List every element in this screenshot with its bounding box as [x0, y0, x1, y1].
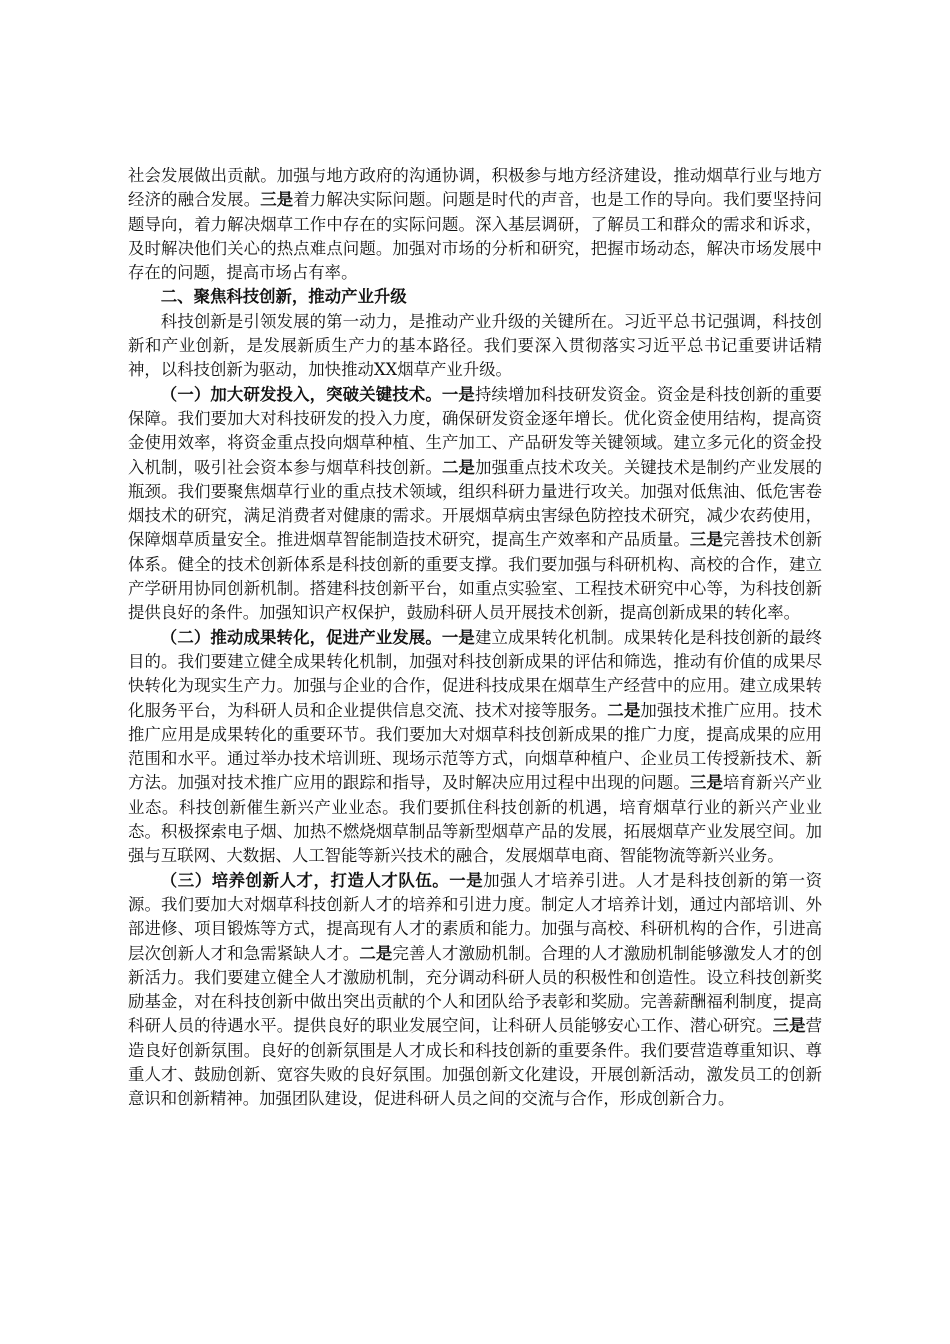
subsection-1-marker-3: 三是: [689, 530, 723, 550]
subsection-3-title: （三）培养创新人才，打造人才队伍。: [160, 870, 450, 890]
subsection-2-text-2: 加强技术推广应用。技术推广应用是成果转化的重要环节。我们要加大对烟草科技创新成果的推广力度，提高成果的应用范围和水平。通过举办技术培训班、现场示范等方式，向烟草种植户、企业员工传授新技术、新方法。加强对技术推广应用的跟踪和指导，及时解决应用过程中出现的问题。: [128, 700, 823, 793]
subsection-1-text-3: 完善技术创新体系。健全的技术创新体系是科技创新的重要支撑。我们要加强与科研机构、高校的合作，建立产学研用协同创新机制。搭建科技创新平台，如重点实验室、工程技术研究中心等，为科技创新提供良好的条件。加强知识产权保护，鼓励科研人员开展技术创新，提高创新成果的转化率。: [128, 530, 823, 623]
subsection-3-marker-3: 三是: [772, 1016, 806, 1036]
subsection-2-marker-2: 二是: [607, 700, 641, 720]
subsection-1-marker-2: 二是: [442, 457, 476, 477]
subsection-1-marker-1: 一是: [441, 384, 475, 404]
subsection-3-text-2: 完善人才激励机制。合理的人才激励机制能够激发人才的创新活力。我们要建立健全人才激励机制，充分调动科研人员的积极性和创造性。设立科技创新奖励基金，对在科技创新中做出突出贡献的个人和团队给予表彰和奖励。完善薪酬福利制度，提高科研人员的待遇水平。提供良好的职业发展空间，让科研人员能够安心工作、潜心研究。: [128, 943, 823, 1036]
subsection-1-text-1: 持续增加科技研发资金。资金是科技创新的重要保障。我们要加大对科技研发的投入力度，确保研发资金逐年增长。优化资金使用结构，提高资金使用效率，将资金重点投向烟草种植、生产加工、产品研发等关键领域。建立多元化的资金投入机制，吸引社会资本参与烟草科技创新。: [128, 384, 823, 477]
subsection-2-title: （二）推动成果转化，促进产业发展。: [160, 627, 442, 647]
subsection-2-text-1: 建立成果转化机制。成果转化是科技创新的最终目的。我们要建立健全成果转化机制，加强对科技创新成果的评估和筛选，推动有价值的成果尽快转化为现实生产力。加强与企业的合作，促进科技成果在烟草生产经营中的应用。建立成果转化服务平台，为科研人员和企业提供信息交流、技术对接等服务。: [128, 627, 823, 720]
subsection-2-text-3: 培育新兴产业业态。科技创新催生新兴产业业态。我们要抓住科技创新的机遇，培育烟草行业的新兴产业业态。积极探索电子烟、加热不燃烧烟草制品等新型烟草产品的发展，拓展烟草产业发展空间。加强与互联网、大数据、人工智能等新兴技术的融合，发展烟草电商、智能物流等新兴业务。: [128, 773, 823, 866]
continuation-text-b: 着力解决实际问题。问题是时代的声音，也是工作的导向。我们要坚持问题导向，着力解决烟草工作中存在的实际问题。深入基层调研，了解员工和群众的需求和诉求，及时解决他们关心的热点难点问题。加强对市场的分析和研究，把握市场动态，解决市场发展中存在的问题，提高市场占有率。: [128, 190, 823, 283]
subsection-1-paragraph: [128, 383, 822, 626]
subsection-3-marker-1: 一是: [449, 870, 484, 890]
section-intro-paragraph: 科技创新是引领发展的第一动力，是推动产业升级的关键所在。习近平总书记强调，科技创新和产业创新，是发展新质生产力的基本路径。我们要深入贯彻落实习近平总书记重要讲话精神，以科技创新为驱动，加快推动XX烟草产业升级。: [128, 311, 822, 380]
document-page: [128, 164, 822, 1112]
subsection-3-text-3: 营造良好创新氛围。良好的创新氛围是人才成长和科技创新的重要条件。我们要营造尊重知识、尊重人才、鼓励创新、宽容失败的良好氛围。加强创新文化建设，开展创新活动，激发员工的创新意识和创新精神。加强团队建设，促进科研人员之间的交流与合作，形成创新合力。: [128, 1016, 823, 1109]
subsection-3-marker-2: 二是: [359, 943, 393, 963]
subsection-1-text-2: 加强重点技术攻关。关键技术是制约产业发展的瓶颈。我们要聚焦烟草行业的重点技术领域，组织科研力量进行攻关。加强对低焦油、低危害卷烟技术的研究，满足消费者对健康的需求。开展烟草病虫害绿色防控技术研究，减少农药使用，保障烟草质量安全。推进烟草智能制造技术研究，提高生产效率和产品质量。: [128, 457, 823, 550]
continuation-marker: 三是: [260, 190, 294, 210]
section-heading: 二、聚焦科技创新，推动产业升级: [160, 287, 407, 307]
subsection-1-title: （一）加大研发投入，突破关键技术。: [160, 384, 442, 404]
continuation-text-a: 社会发展做出贡献。加强与地方政府的沟通协调，积极参与地方经济建设，推动烟草行业与地方经济的融合发展。: [128, 166, 822, 210]
subsection-2-paragraph: [128, 626, 822, 869]
subsection-3-paragraph: [128, 869, 822, 1112]
subsection-2-marker-3: 三是: [689, 773, 723, 793]
subsection-3-text-1: 加强人才培养引进。人才是科技创新的第一资源。我们要加大对烟草科技创新人才的培养和引进力度。制定人才培养计划，通过内部培训、外部进修、项目锻炼等方式，提高现有人才的素质和能力。加强与高校、科研机构的合作，引进高层次创新人才和急需紧缺人才。: [128, 870, 822, 963]
subsection-2-marker-1: 一是: [441, 627, 475, 647]
continuation-paragraph: [128, 164, 822, 285]
